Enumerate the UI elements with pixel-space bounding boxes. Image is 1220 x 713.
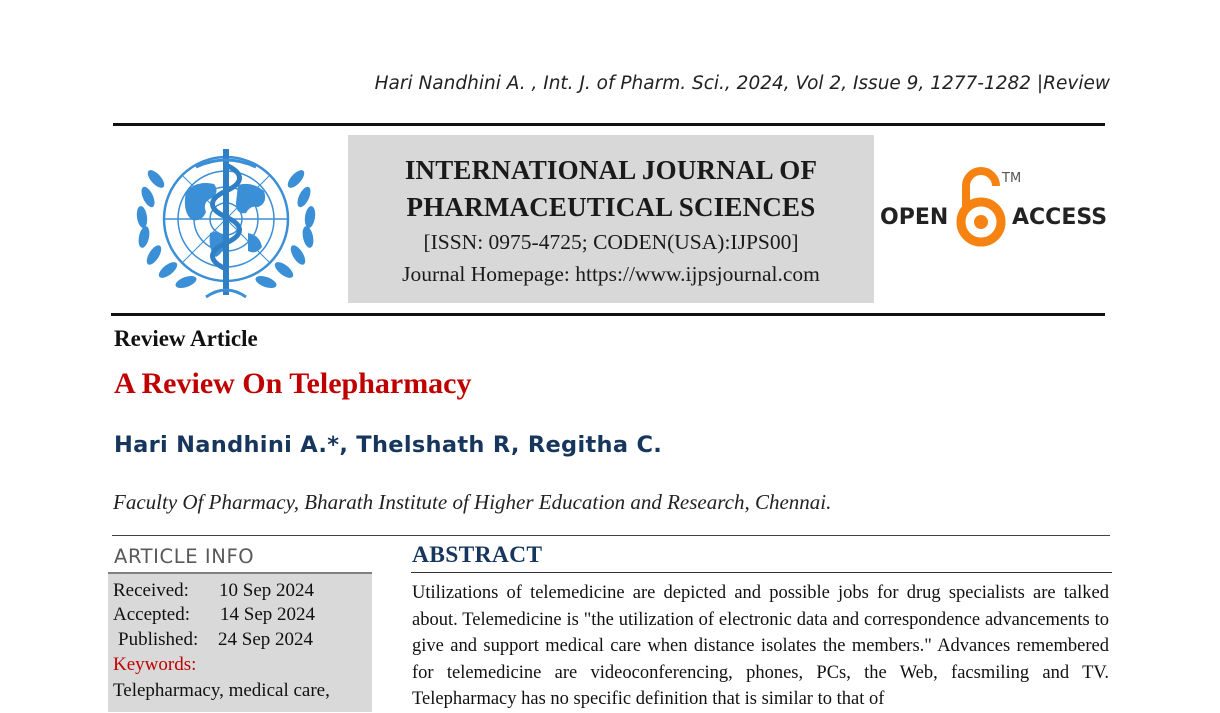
open-access-lock-icon: [878, 164, 1110, 254]
abstract-heading: ABSTRACT: [412, 542, 543, 568]
journal-name-line2: PHARMACEUTICAL SCIENCES: [406, 192, 816, 222]
section-divider: [112, 535, 1110, 536]
journal-issn: [ISSN: 0975-4725; CODEN(USA):IJPS00]: [423, 230, 799, 254]
journal-masthead: [348, 135, 874, 303]
running-header: Hari Nandhini A. , Int. J. of Pharm. Sci., 2024, Vol 2, Issue 9, 1277-1282 |Review: [374, 73, 1110, 94]
article-info-heading: ARTICLE INFO: [114, 545, 255, 568]
article-title: A Review On Telepharmacy: [114, 367, 472, 400]
published-label: Published:: [118, 629, 199, 650]
received-row: [113, 580, 314, 602]
author-list: Hari Nandhini A.*, Thelshath R, Regitha C.: [114, 432, 663, 458]
open-access-tm: TM: [1002, 171, 1022, 186]
article-type: Review Article: [114, 326, 258, 351]
accepted-row: [113, 604, 315, 626]
published-date: 24 Sep 2024: [218, 629, 313, 650]
accepted-label: Accepted:: [113, 604, 191, 625]
received-date: 10 Sep 2024: [219, 580, 314, 601]
header-bottom-rule: [111, 313, 1105, 316]
article-info-box: [108, 572, 372, 712]
open-access-right-word: ACCESS: [1012, 205, 1108, 230]
abstract-rule: [411, 572, 1112, 573]
author-affiliation: Faculty Of Pharmacy, Bharath Institute of Higher Education and Research, Chennai.: [113, 490, 832, 514]
received-label: Received:: [113, 580, 189, 601]
open-access-left-word: OPEN: [880, 205, 949, 230]
journal-name-line1: INTERNATIONAL JOURNAL OF: [404, 155, 818, 185]
keywords-list: Telepharmacy, medical care,: [113, 680, 330, 701]
journal-emblem-icon: [126, 137, 326, 307]
abstract-text: Utilizations of telemedicine are depicted and possible jobs for drug specialists are talked about. Telemedicine is "the utilization of electronic data and correspondence advancements to give and support medical care when distance isolates the members." Advances remembered for telemedicine are videoconferencing, phones, PCs, the Web, facsmiling and TV. Telepharmacy has no specific definition that is similar to that of: [412, 583, 1109, 709]
header-top-rule: [113, 123, 1105, 126]
keywords-label: Keywords:: [113, 654, 197, 675]
published-row: [118, 629, 313, 651]
accepted-date: 14 Sep 2024: [220, 604, 315, 625]
journal-homepage: Journal Homepage: https://www.ijpsjournal.com: [402, 262, 820, 286]
